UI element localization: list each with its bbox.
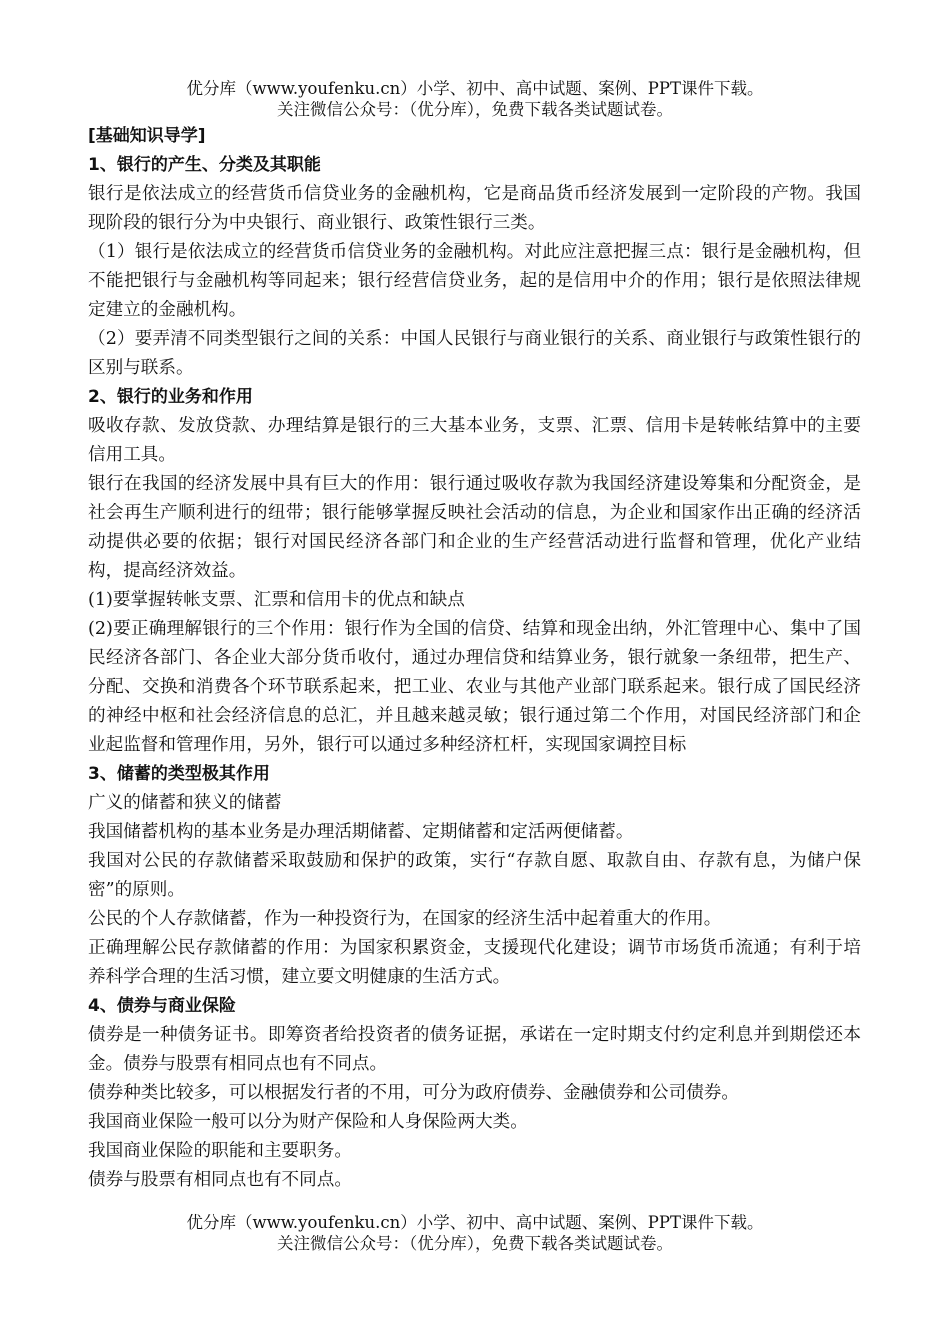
- footer-line-2: 关注微信公众号：（优分库），免费下载各类试题试卷。: [277, 1234, 673, 1253]
- section-4-heading: 4、债券与商业保险: [88, 996, 236, 1016]
- section-1-heading: 1、银行的产生、分类及其职能: [88, 155, 321, 175]
- page-footer: [0, 1212, 950, 1254]
- paragraph: 我国商业保险一般可以分为财产保险和人身保险两大类。: [88, 1112, 528, 1132]
- paragraph: 债券与股票有相同点也有不同点。: [88, 1170, 352, 1190]
- paragraph: (2)要正确理解银行的三个作用：银行作为全国的信贷、结算和现金出纳，外汇管理中心、集中了国民经济各部门、各企业大部分货币收付，通过办理信贷和结算业务，银行就象一条纽带，把生产、分配、交换和消费各个环节联系起来，把工业、农业与其他产业部门联系起来。银行成了国民经济的神经中枢和社会经济信息的总汇，并且越来越灵敏；银行通过第二个作用，对国民经济部门和企业起监督和管理作用，另外，银行可以通过多种经济杠杆，实现国家调控目标: [88, 619, 861, 755]
- paragraph: （2）要弄清不同类型银行之间的关系：中国人民银行与商业银行的关系、商业银行与政策性银行的区别与联系。: [88, 329, 861, 378]
- paragraph: 正确理解公民存款储蓄的作用：为国家积累资金，支援现代化建设；调节市场货币流通；有利于培养科学合理的生活习惯，建立要文明健康的生活方式。: [88, 938, 861, 987]
- paragraph: 公民的个人存款储蓄，作为一种投资行为，在国家的经济生活中起着重大的作用。: [88, 909, 722, 929]
- paragraph: 银行在我国的经济发展中具有巨大的作用：银行通过吸收存款为我国经济建设筹集和分配资金，是社会再生产顺利进行的纽带；银行能够掌握反映社会活动的信息，为企业和国家作出正确的经济活动提供必要的依据；银行对国民经济各部门和企业的生产经营活动进行监督和管理，优化产业结构，提高经济效益。: [88, 474, 861, 581]
- header-line-2: 关注微信公众号：（优分库），免费下载各类试题试卷。: [277, 100, 673, 119]
- section-3-heading: 3、储蓄的类型极其作用: [88, 764, 270, 784]
- paragraph: 吸收存款、发放贷款、办理结算是银行的三大基本业务，支票、汇票、信用卡是转帐结算中的主要信用工具。: [88, 416, 861, 465]
- paragraph: 广义的储蓄和狭义的储蓄: [88, 793, 282, 813]
- paragraph: 我国储蓄机构的基本业务是办理活期储蓄、定期储蓄和定活两便储蓄。: [88, 822, 634, 842]
- paragraph: (1)要掌握转帐支票、汇票和信用卡的优点和缺点: [88, 590, 465, 610]
- paragraph: 债券是一种债务证书。即筹资者给投资者的债务证据，承诺在一定时期支付约定利息并到期偿还本金。债券与股票有相同点也有不同点。: [88, 1025, 861, 1074]
- paragraph: 银行是依法成立的经营货币信贷业务的金融机构，它是商品货币经济发展到一定阶段的产物。我国现阶段的银行分为中央银行、商业银行、政策性银行三类。: [88, 184, 861, 233]
- paragraph: 我国商业保险的职能和主要职务。: [88, 1141, 352, 1161]
- page-header: [0, 78, 950, 120]
- section-2-heading: 2、银行的业务和作用: [88, 387, 253, 407]
- footer-line-1: 优分库（www.youfenku.cn）小学、初中、高中试题、案例、PPT课件下载。: [186, 1213, 764, 1232]
- header-line-1: 优分库（www.youfenku.cn）小学、初中、高中试题、案例、PPT课件下载。: [186, 79, 764, 98]
- paragraph: 我国对公民的存款储蓄采取鼓励和保护的政策，实行“存款自愿、取款自由、存款有息，为储户保密”的原则。: [88, 851, 861, 900]
- section-title: [基础知识导学]: [88, 126, 206, 146]
- paragraph: （1）银行是依法成立的经营货币信贷业务的金融机构。对此应注意把握三点：银行是金融机构，但不能把银行与金融机构等同起来；银行经营信贷业务，起的是信用中介的作用；银行是依照法律规定建立的金融机构。: [88, 242, 861, 320]
- document-body: [88, 122, 861, 1195]
- paragraph: 债券种类比较多，可以根据发行者的不用，可分为政府债券、金融债券和公司债券。: [88, 1083, 739, 1103]
